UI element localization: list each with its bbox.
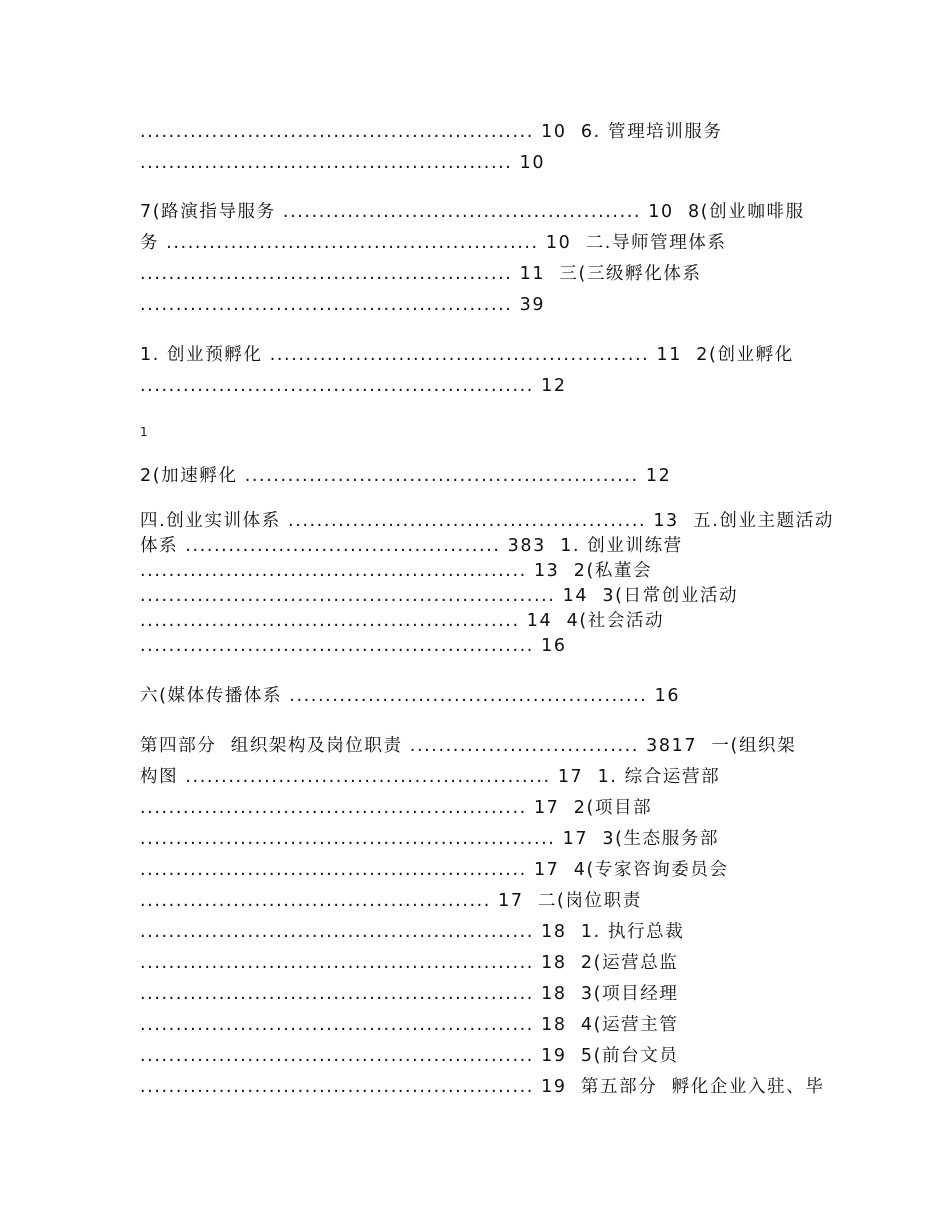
toc-line: 2(加速孵化 ....................................................... 12 (140, 466, 672, 486)
toc-line: 构图 ................................................... 17 1. 综合运营部 (140, 767, 721, 787)
toc-line: 务 .................................................... 10 二.导师管理体系 (140, 233, 727, 253)
toc-line: ....................................................... 12 (140, 376, 567, 396)
toc-line: ....................................................... 18 4(运营主管 (140, 1015, 679, 1035)
toc-line: ....................................................... 18 2(运营总监 (140, 953, 679, 973)
toc-line: 1. 创业预孵化 ..................................................... 11 2(创业孵化 (140, 345, 794, 365)
toc-line: ....................................................... 19 第五部分 孵化企业入驻、毕 (140, 1077, 825, 1097)
toc-line: 第四部分 组织架构及岗位职责 ................................ 3817 一(组织架 (140, 736, 797, 756)
toc-line: ...................................................... 17 2(项目部 (140, 798, 653, 818)
toc-line: .................................................... 10 (140, 153, 546, 173)
toc-line: ....................................................... 18 1. 执行总裁 (140, 922, 685, 942)
toc-line: .......................................................... 17 3(生态服务部 (140, 829, 720, 849)
toc-line: .................................................... 39 (140, 295, 546, 315)
toc-line: 体系 ............................................ 383 1. 创业训练营 (140, 536, 683, 556)
toc-line: 四.创业实训体系 .................................................. 13 五.创业主题活动 (140, 511, 834, 531)
toc-line: ...................................................... 17 4(专家咨询委员会 (140, 860, 729, 880)
toc-line: ....................................................... 10 6. 管理培训服务 (140, 122, 723, 142)
toc-line: .................................................... 11 三(三级孵化体系 (140, 264, 702, 284)
toc-line: .......................................................... 14 3(日常创业活动 (140, 586, 739, 606)
page-number: 1 (140, 425, 148, 439)
toc-line: ....................................................... 18 3(项目经理 (140, 984, 679, 1004)
toc-line: ....................................................... 16 (140, 636, 567, 656)
toc-line: ...................................................... 13 2(私董会 (140, 561, 653, 581)
toc-line: ..................................................... 14 4(社会活动 (140, 611, 665, 631)
toc-line: ....................................................... 19 5(前台文员 (140, 1046, 679, 1066)
toc-line: 六(媒体传播体系 .................................................. 16 (140, 686, 681, 706)
toc-line: 7(路演指导服务 .................................................. 10 8(创业咖啡服 (140, 202, 805, 222)
toc-line: ................................................. 17 二(岗位职责 (140, 891, 642, 911)
